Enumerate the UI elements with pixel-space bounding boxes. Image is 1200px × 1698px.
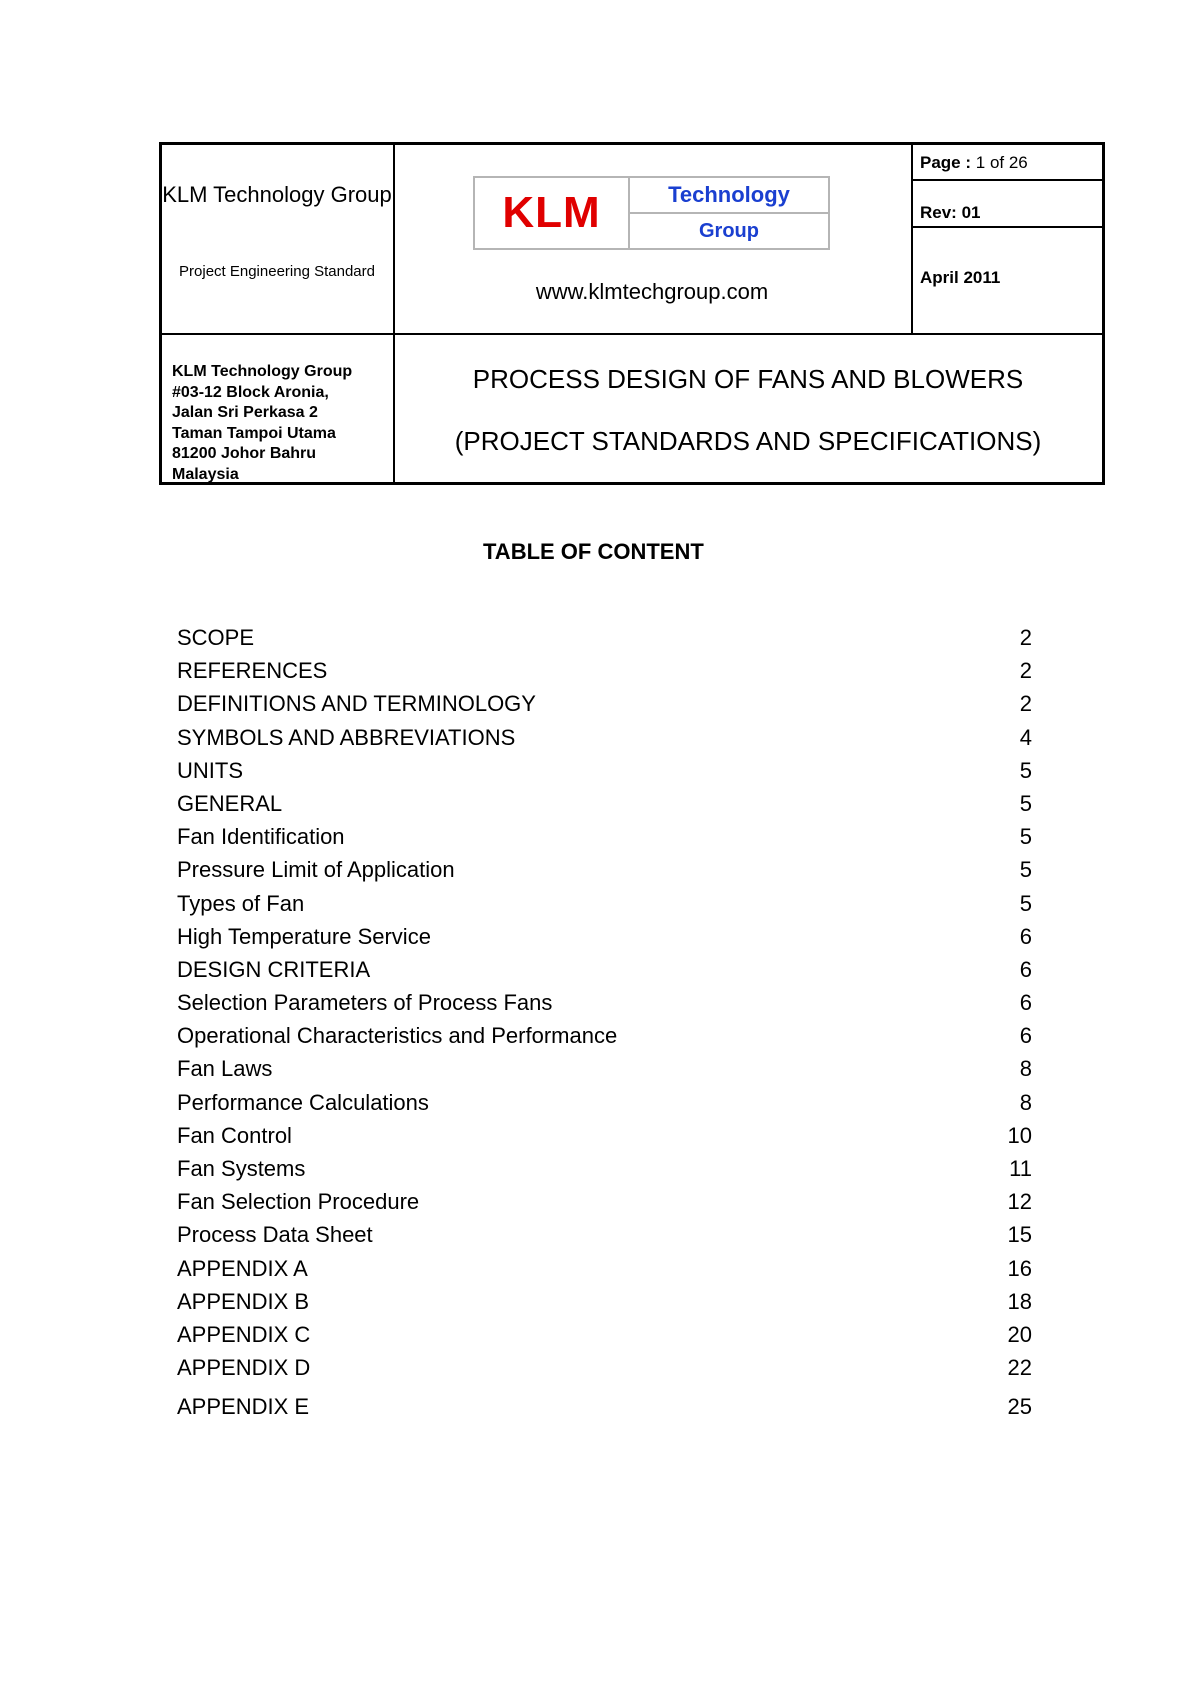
toc-entry[interactable] — [177, 1056, 1032, 1089]
toc-entry[interactable] — [177, 758, 1032, 791]
toc-entry-title: Operational Characteristics and Performance — [177, 1023, 618, 1049]
toc-entry-page: 6 — [1019, 1023, 1032, 1049]
toc-entry-page: 20 — [1007, 1321, 1032, 1347]
toc-entry-page: 6 — [1019, 990, 1032, 1016]
toc-entry-title: APPENDIX C — [177, 1321, 311, 1347]
company-logo — [473, 176, 830, 250]
toc-entry-title: SYMBOLS AND ABBREVIATIONS — [177, 724, 516, 750]
toc-entry[interactable] — [177, 658, 1032, 691]
toc-entry[interactable] — [177, 1355, 1032, 1388]
toc-entry[interactable] — [177, 1222, 1032, 1255]
toc-entry-title: DESIGN CRITERIA — [177, 956, 371, 982]
toc-entry-page: 2 — [1019, 625, 1032, 650]
toc-entry-title: Fan Selection Procedure — [177, 1189, 420, 1215]
toc-entry-page: 12 — [1007, 1189, 1032, 1215]
toc-entry-title: Fan Systems — [177, 1156, 306, 1181]
document-subtitle: (PROJECT STANDARDS AND SPECIFICATIONS) — [454, 426, 1042, 456]
toc-entry-title: Pressure Limit of Application — [177, 857, 455, 883]
toc-entry-page: 5 — [1019, 824, 1032, 850]
toc-entry[interactable] — [177, 924, 1032, 957]
toc-entry[interactable] — [177, 990, 1032, 1023]
toc-entry[interactable] — [177, 1156, 1032, 1189]
header-divider — [911, 179, 1102, 181]
toc-entry[interactable] — [177, 957, 1032, 990]
toc-entry-page: 10 — [1007, 1122, 1032, 1148]
toc-entry[interactable] — [177, 1394, 1032, 1427]
company-address — [172, 362, 394, 485]
toc-entry[interactable] — [177, 1023, 1032, 1056]
toc-entry[interactable] — [177, 891, 1032, 924]
toc-entry-page: 15 — [1007, 1222, 1032, 1248]
toc-entry-title: APPENDIX B — [177, 1288, 310, 1314]
address-line: KLM Technology Group — [172, 363, 353, 380]
revision: Rev: 01 — [920, 203, 981, 222]
toc-entry-title: Fan Control — [177, 1122, 292, 1148]
toc-entry-page: 5 — [1019, 757, 1032, 783]
toc-entry-page: 8 — [1019, 1089, 1032, 1115]
toc-entry-page: 6 — [1019, 923, 1032, 949]
toc-entry-title: Performance Calculations — [177, 1089, 429, 1115]
toc-entry-title: Fan Laws — [177, 1056, 273, 1082]
table-of-contents — [177, 625, 1032, 1428]
logo-technology-text: Technology — [668, 182, 790, 207]
toc-entry[interactable] — [177, 791, 1032, 824]
toc-entry-title: SCOPE — [177, 625, 255, 650]
header-divider — [911, 145, 913, 335]
toc-entry-title: GENERAL — [177, 790, 283, 816]
toc-entry-page: 16 — [1007, 1255, 1032, 1281]
toc-entry-page: 22 — [1007, 1355, 1032, 1381]
page-label: Page : — [920, 153, 972, 172]
logo-klm-text: KLM — [502, 188, 601, 237]
page-value: 1 of 26 — [975, 153, 1028, 172]
toc-entry[interactable] — [177, 725, 1032, 758]
document-title: PROCESS DESIGN OF FANS AND BLOWERS — [472, 364, 1024, 394]
toc-entry-page: 5 — [1019, 857, 1032, 883]
address-line: Jalan Sri Perkasa 2 — [172, 404, 318, 421]
toc-entry-title: High Temperature Service — [177, 923, 431, 949]
toc-entry-page: 5 — [1019, 890, 1032, 916]
toc-entry[interactable] — [177, 857, 1032, 890]
address-line: 81200 Johor Bahru — [172, 445, 317, 462]
toc-entry-title: APPENDIX D — [177, 1355, 311, 1381]
toc-entry[interactable] — [177, 1322, 1032, 1355]
toc-entry-title: APPENDIX A — [177, 1255, 308, 1281]
toc-entry[interactable] — [177, 1123, 1032, 1156]
company-subtitle: Project Engineering Standard — [179, 263, 375, 280]
toc-heading-text: TABLE OF CONTENT — [483, 539, 704, 564]
toc-entry-page: 11 — [1009, 1156, 1032, 1181]
toc-entry[interactable] — [177, 691, 1032, 724]
toc-entry[interactable] — [177, 1256, 1032, 1289]
toc-entry-page: 18 — [1007, 1288, 1032, 1314]
toc-entry-title: Types of Fan — [177, 890, 305, 916]
toc-entry-page: 8 — [1019, 1056, 1032, 1082]
address-line: Taman Tampoi Utama — [172, 424, 336, 442]
toc-entry[interactable] — [177, 1289, 1032, 1322]
header-divider — [162, 333, 1102, 335]
toc-entry-title: Process Data Sheet — [177, 1222, 373, 1248]
toc-entry[interactable] — [177, 1090, 1032, 1123]
toc-entry-page: 2 — [1019, 691, 1032, 717]
toc-entry[interactable] — [177, 824, 1032, 857]
toc-entry-page: 25 — [1007, 1394, 1032, 1420]
address-line: #03-12 Block Aronia, — [172, 383, 329, 401]
toc-entry-title: Fan Identification — [177, 824, 345, 850]
toc-entry-title: DEFINITIONS AND TERMINOLOGY — [177, 691, 536, 717]
logo-group-text: Group — [699, 219, 759, 242]
toc-entry-page: 4 — [1019, 724, 1032, 750]
toc-entry-title: APPENDIX E — [177, 1394, 310, 1420]
toc-entry-title: UNITS — [177, 757, 243, 783]
page-number — [920, 153, 1028, 173]
toc-entry-title: Selection Parameters of Process Fans — [177, 990, 553, 1016]
toc-entry[interactable] — [177, 1189, 1032, 1222]
toc-entry-title: REFERENCES — [177, 658, 328, 684]
header-divider — [911, 226, 1102, 228]
issue-date: April 2011 — [920, 268, 1001, 287]
company-name: KLM Technology Group — [162, 182, 392, 207]
website-url: www.klmtechgroup.com — [535, 279, 769, 304]
toc-entry[interactable] — [177, 625, 1032, 658]
toc-entry-page: 2 — [1019, 658, 1032, 684]
toc-entry-page: 5 — [1019, 790, 1032, 816]
address-line: Malaysia — [172, 465, 239, 483]
document-header-table — [159, 142, 1105, 485]
toc-entry-page: 6 — [1019, 956, 1032, 982]
